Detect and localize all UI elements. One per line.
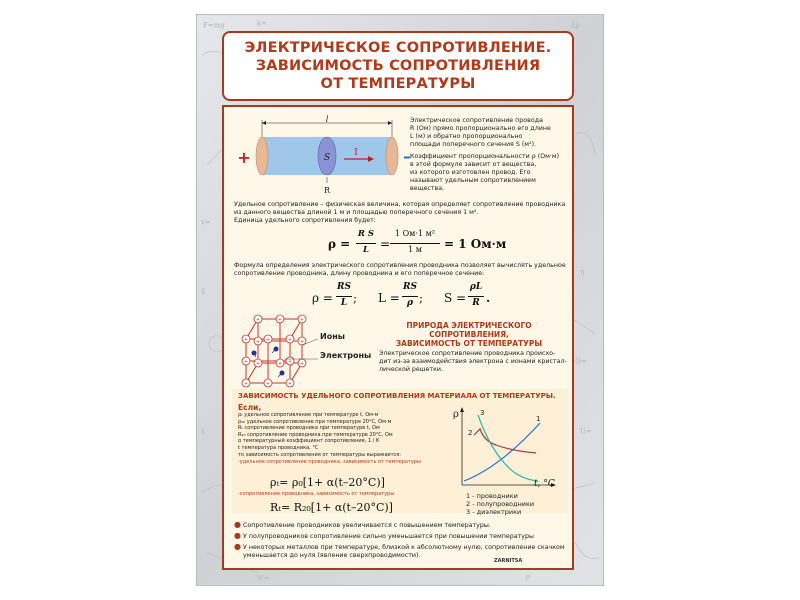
svg-text:+: + [265,337,271,343]
resistance-label: R [323,186,331,195]
svg-text:+: + [299,339,305,345]
svg-text:+: + [299,361,305,367]
intro-line: Электрическое сопротивление провода [410,117,543,124]
svg-text:P: P [525,574,531,583]
formula1-caption: -удельное сопротивление проводника, зависимость от температуры [238,458,421,465]
unit-num: 1 Ом·1 м² [394,229,436,238]
definition-text [234,201,569,225]
svg-text:+: + [299,317,305,323]
length-label: l [325,115,329,124]
title-line-1: ЭЛЕКТРИЧЕСКОЕ СОПРОТИВЛЕНИЕ. [244,40,552,56]
derived-formulas [312,280,512,314]
minus-sign: – [403,147,411,166]
definition-item: ρ₂₀ удельное сопротивление при температуре 20°С, Ом·м [238,418,392,425]
legend-item-conductors: 1 - проводники [466,492,518,500]
resistivity-graph [450,405,560,489]
curve-label-2: 2 [468,429,473,437]
bullet-item-continuation: уменьшается до нуля (явление сверхпроводимости). [243,552,421,559]
svg-text:+: + [243,337,249,343]
curve-semiconductors [474,429,536,453]
temp-formula-rho: ρₜ= ρ₀[1+ α(t–20°C)] [270,476,385,489]
title-line-3: ОТ ТЕМПЕРАТУРЫ [320,76,476,92]
crystal-lattice-diagram [238,313,320,393]
definition-item: ρₜ удельное сопротивление при температуре t, Ом·м [238,412,379,418]
formula-l-den: ρ [407,298,413,308]
unit-den: 1 м [408,245,422,254]
intro-text [410,117,570,193]
legend-item-semiconductors: 2 - полупроводники [466,500,535,508]
ions-label: Ионы [320,332,345,341]
nature-heading [369,321,569,348]
then-text: то зависимость сопротивления от температуры выражается: [238,452,401,458]
formula-rho-den: L [340,298,348,308]
intro-line: называют удельным сопротивлением [410,177,536,184]
unit-eq: = [380,237,391,251]
formula-l-sep: ; [419,291,424,305]
formula-rho-left: ρ = [312,291,333,305]
formula-intro-line: Формула определения электрического сопротивления проводника позволяет вычислять удельное [234,262,566,269]
svg-text:F=mg: F=mg [202,21,225,30]
bullet-item: ● Сопротивление проводников увеличивается с повышением температуры. [234,520,491,529]
formula2-caption: -сопротивление проводника, зависимость от температуры [238,491,395,497]
wire-left-end [256,137,268,175]
formula-s-den: R [472,298,480,308]
formula-rho-sep: ; [353,291,358,305]
intro-line: из которого изготовлен провод. Его [410,169,531,176]
formula-rho-num: RS [337,282,351,292]
svg-text:+: + [265,381,271,387]
svg-text:E: E [200,288,207,297]
title-box [222,31,574,101]
formula-l-left: L = [378,291,400,305]
formula-l-num: RS [403,282,417,292]
unit-rho: ρ = [328,237,351,251]
svg-text:+: + [287,359,293,365]
graph-legend [466,492,534,516]
electrons-label: Электроны [320,351,372,360]
temp-formula-r: Rₜ= R₂₀[1+ α(t–20°C)] [270,501,393,514]
svg-text:η: η [580,268,585,277]
bullet-list [234,521,570,560]
bullet-item: ● У полупроводников сопротивление сильно уменьшается при повышении температуры [234,531,534,540]
unit-rs: R S [357,229,375,239]
svg-text:U=: U= [580,427,592,436]
dependence-heading: ЗАВИСИМОСТЬ УДЕЛЬНОГО СОПРОТИВЛЕНИЯ МАТЕРИАЛА ОТ ТЕМПЕРАТУРЫ. [238,392,556,400]
definition-line: Удельное сопротивление – физическая величина, которая определяет сопротивление проводника [234,201,566,208]
area-label: S [323,153,331,163]
formula-intro [234,262,569,278]
svg-text:+: + [277,317,283,323]
definition-line: Единица удельного сопротивления будет: [234,217,376,224]
definition-item: α температурный коэффициент сопротивления, 1 / К [238,438,380,444]
nature-heading-line: ЗАВИСИМОСТЬ ОТ ТЕМПЕРАТУРЫ [395,339,543,348]
definition-line: из данного вещества длиной 1 м и площадью поперечного сечения 1 м². [234,209,479,216]
definitions-list [238,412,438,465]
svg-text:v=: v= [200,218,211,227]
curve-label-1: 1 [536,415,541,423]
definition-item: R₂₀ сопротивление проводника при температуре 20°С, Ом [238,431,393,438]
nature-heading-line: ПРИРОДА ЭЛЕКТРИЧЕСКОГО СОПРОТИВЛЕНИЯ, [406,321,532,339]
content-panel [222,105,574,570]
unit-formula [328,228,508,262]
intro-line: Коэффициент пропорциональности ρ (Ом·м) [410,153,560,160]
intro-line: в этой формуле зависит от вещества, [410,161,537,168]
nature-line: лической решетки. [379,366,443,373]
svg-text:+: + [243,359,249,365]
curve-label-3: 3 [480,409,485,417]
formula-intro-line: сопротивление проводника, длину проводника и его поперечное сечение: [234,270,485,277]
plus-sign: + [237,148,251,167]
svg-text:Q=: Q= [575,357,587,366]
formula-s-sep: . [486,291,491,305]
unit-l: L [363,245,369,255]
title-line-2: ЗАВИСИМОСТЬ СОПРОТИВЛЕНИЯ [255,58,541,74]
nature-text [379,350,569,374]
svg-text:+: + [243,381,249,387]
nature-line: дит из-за взаимодействия электрона с ионами кристал- [379,358,567,365]
curve-dielectrics [478,415,541,481]
svg-text:+: + [255,339,261,345]
definition-item: Rₜ сопротивление проводника при температуре t, Ом [238,425,380,431]
intro-line: L (м) и обратно пропорционально [410,133,523,140]
unit-result: = 1 Ом·м [444,237,507,251]
formula-s-num: ρL [469,282,483,292]
svg-text:λ: λ [200,427,206,436]
svg-text:+: + [255,361,261,367]
svg-text:+: + [287,337,293,343]
formula-s-left: S = [444,291,467,305]
svg-text:+: + [277,361,283,367]
intro-line: площади поперечного сечения S (м²). [410,141,537,148]
intro-line: R (Ом) прямо пропорционально его длине [410,125,551,132]
svg-text:+: + [287,381,293,387]
svg-text:k=: k= [256,19,267,28]
y-axis-label: ρ [453,409,459,420]
x-axis-label: t, °C [534,479,555,489]
if-label: Если, [238,403,262,412]
intro-line: вещества. [410,185,445,192]
svg-text:+: + [255,317,261,323]
definition-item: t температура проводника, °С [238,444,319,451]
svg-text:Δp: Δp [570,21,580,30]
svg-text:W=: W= [256,574,270,583]
wire-diagram [232,115,412,197]
current-label: I [354,148,358,158]
nature-line: Электрическое сопротивление проводника происхо- [379,350,556,357]
publisher-logo: ZARNITSA [494,558,523,564]
bullet-item: ● У некоторых металлов при температуре, близкой к абсолютному нулю, сопротивление скачком [234,542,565,551]
wire-right-end [386,137,398,175]
legend-item-dielectrics: 3 - диэлектрики [466,508,522,516]
